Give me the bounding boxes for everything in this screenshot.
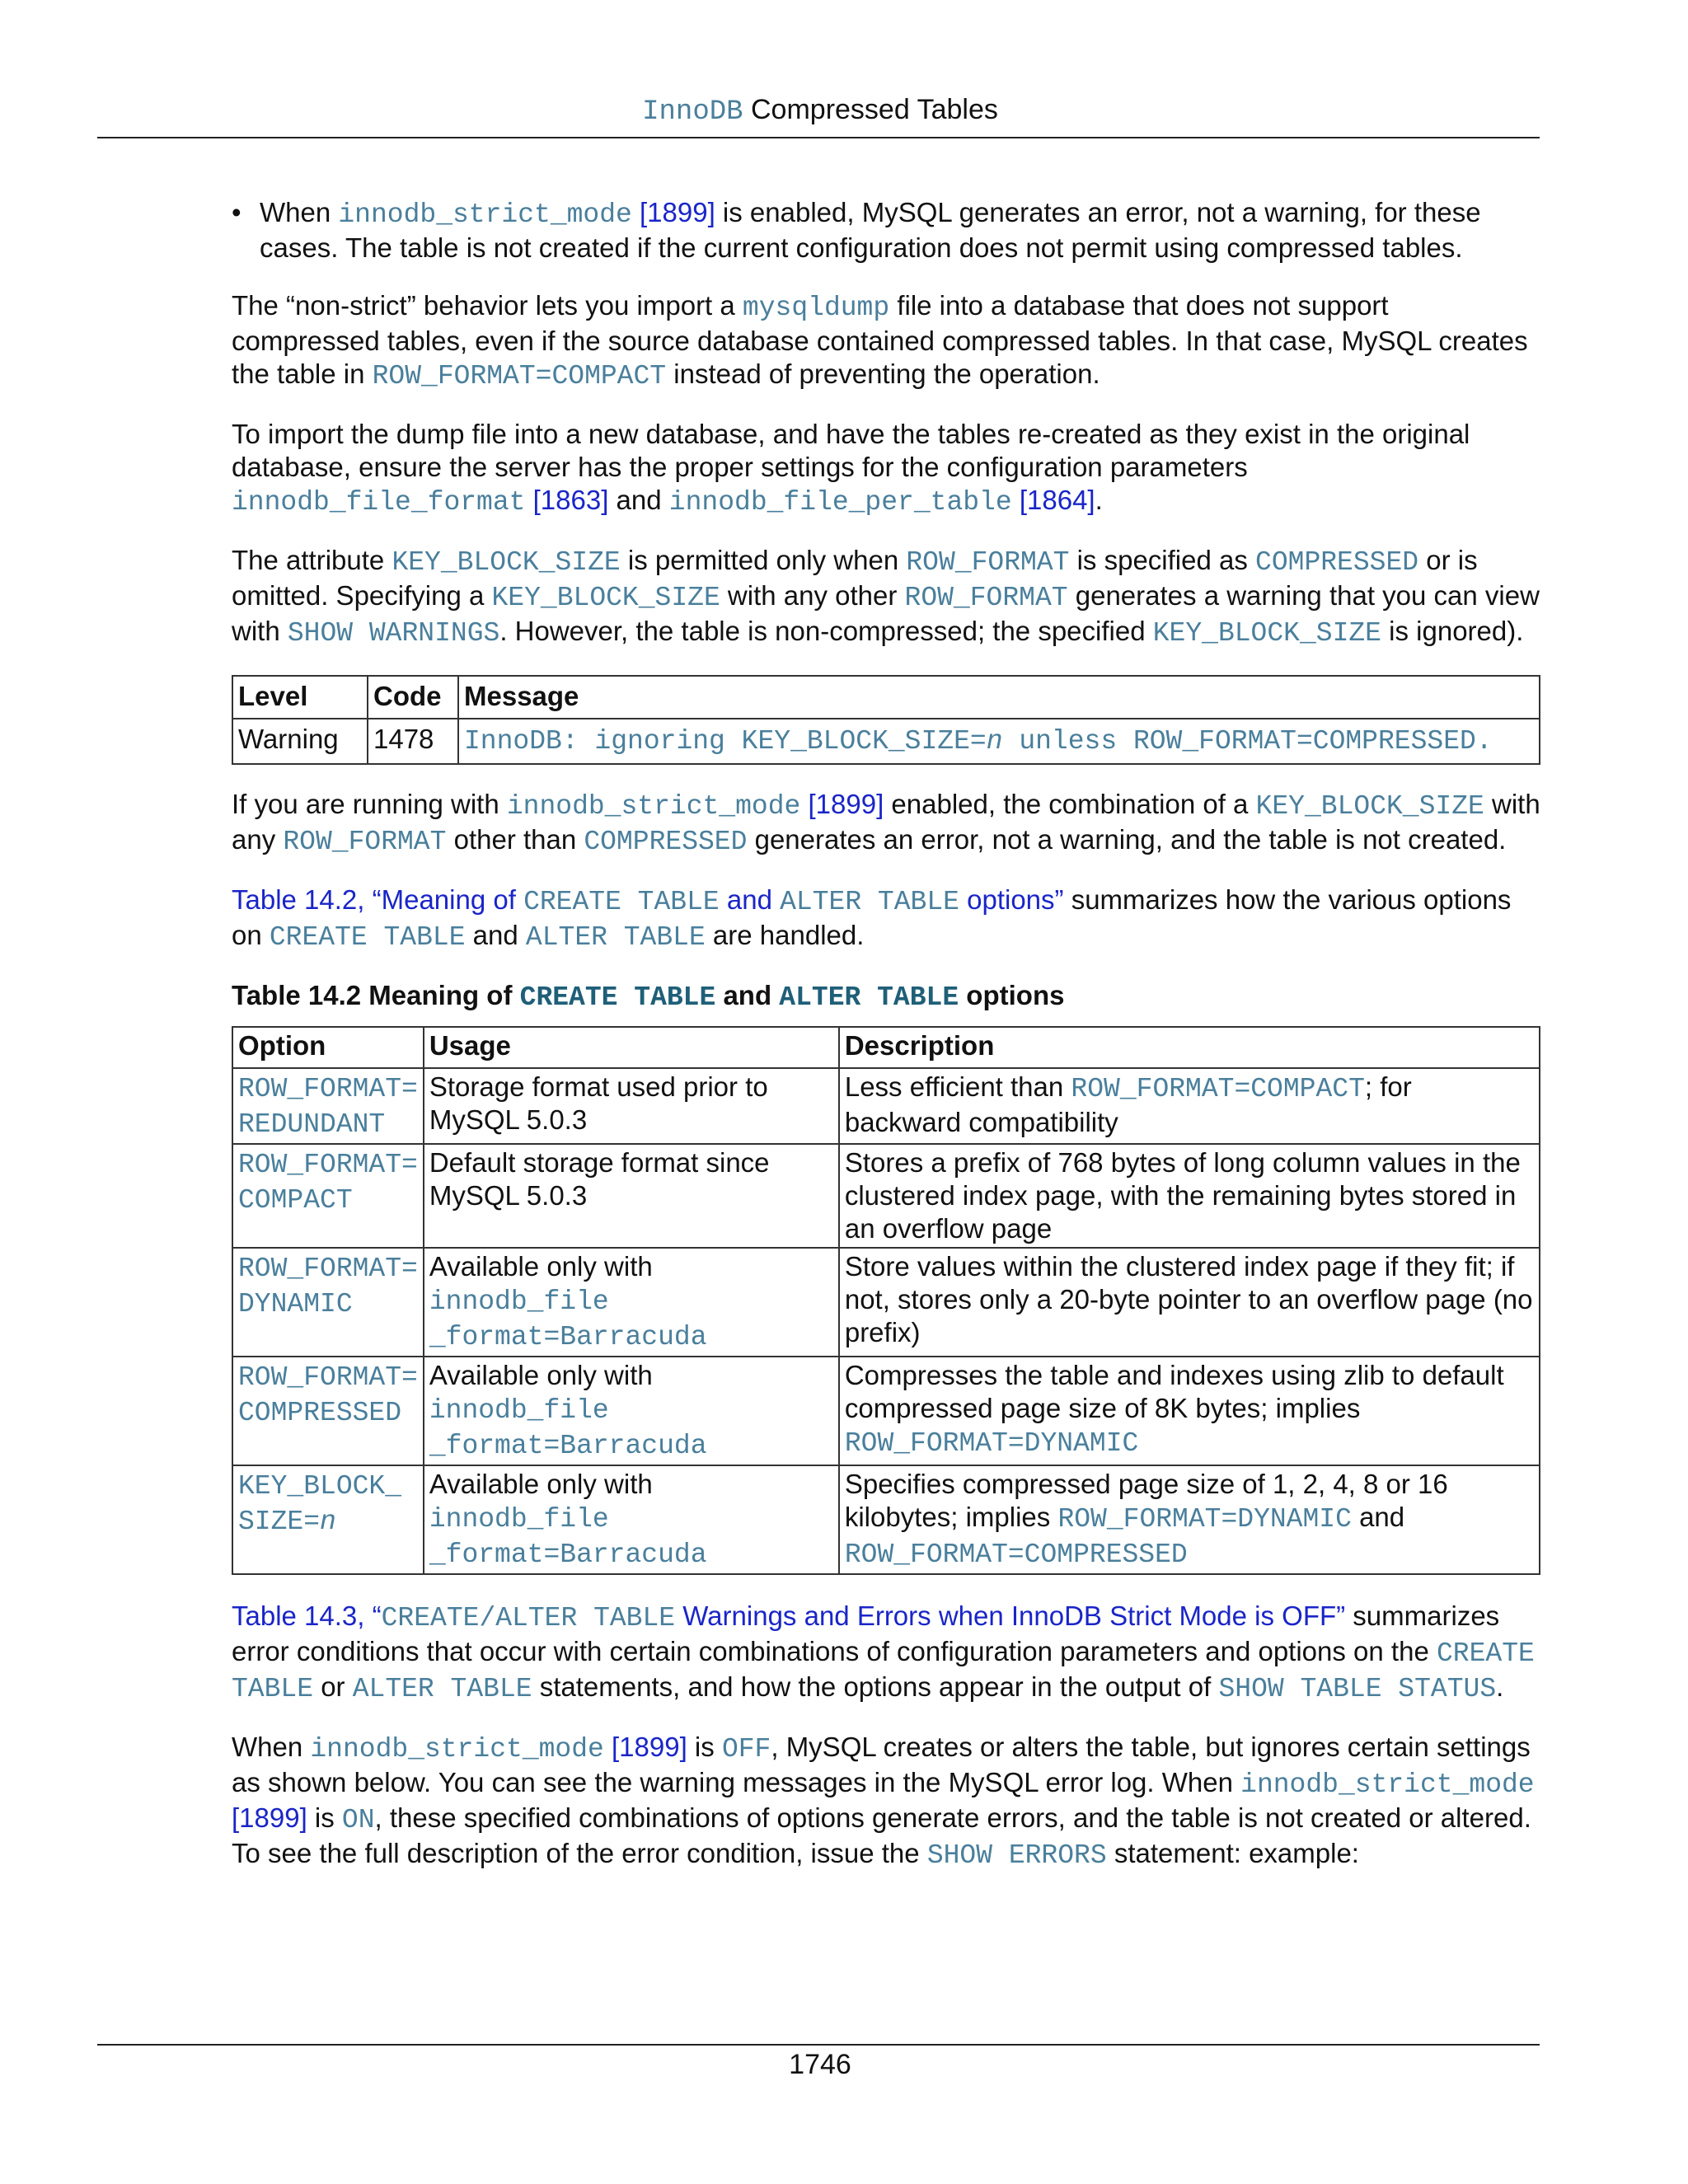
cell-usage: Storage format used prior to MySQL 5.0.3: [424, 1068, 839, 1144]
cell-option: ROW_FORMAT= DYNAMIC: [232, 1248, 424, 1357]
table-row: [232, 1248, 1540, 1357]
paragraph-strict-mode-enabled: If you are running with innodb_strict_mode [1899] enabled, the combination of a KEY_BLOCK_SIZE with any ROW_FORMAT other than COMPRESSED generates an error, not a warning, and the table is not created.: [232, 789, 1540, 857]
link-table-14-2[interactable]: Table 14.2, “Meaning of CREATE TABLE and ALTER TABLE options”: [232, 884, 1064, 917]
cell-usage: Available only with innodb_file _format=Barracuda: [424, 1465, 839, 1574]
column-header-usage: Usage: [424, 1027, 839, 1068]
cell-option: ROW_FORMAT= COMPACT: [232, 1144, 424, 1248]
footer-rule: [97, 2044, 1540, 2046]
page-number: 1746: [789, 2049, 851, 2080]
page-content: [232, 196, 1542, 1897]
options-table: [232, 1026, 1540, 1575]
column-header-level: Level: [232, 676, 368, 719]
header-code: InnoDB: [642, 96, 743, 128]
link-1899[interactable]: [1899]: [800, 789, 884, 819]
link-1899[interactable]: [1899]: [631, 197, 715, 227]
table-row: [232, 1357, 1540, 1465]
link-1864[interactable]: [1864]: [1011, 485, 1095, 515]
column-header-message: Message: [458, 676, 1540, 719]
column-header-option: Option: [232, 1027, 424, 1068]
link-table-14-3[interactable]: Table 14.3, “CREATE/ALTER TABLE Warnings and Errors when InnoDB Strict Mode is OFF”: [232, 1601, 1346, 1633]
cell-usage: Available only with innodb_file _format=Barracuda: [424, 1248, 839, 1357]
cell-description: Store values within the clustered index page if they fit; if not, stores only a 20-byte pointer to an overflow page (no prefix): [839, 1248, 1540, 1357]
cell-description: Less efficient than ROW_FORMAT=COMPACT; for backward compatibility: [839, 1068, 1540, 1144]
cell-message: InnoDB: ignoring KEY_BLOCK_SIZE=n unless ROW_FORMAT=COMPRESSED.: [458, 719, 1540, 764]
cell-description: Stores a prefix of 768 bytes of long column values in the clustered index page, with the remaining bytes stored in an overflow page: [839, 1144, 1540, 1248]
paragraph-table-14-3-ref: Table 14.3, “CREATE/ALTER TABLE Warnings and Errors when InnoDB Strict Mode is OFF” summarizes error conditions that occur with certain combinations of configuration parameters and options on the CREATE TABLE or ALTER TABLE statements, and how the options appear in the output of SHOW TABLE STATUS.: [232, 1601, 1535, 1704]
table-header-row: [232, 676, 1540, 719]
table-row: [232, 719, 1540, 764]
cell-option: ROW_FORMAT= COMPRESSED: [232, 1357, 424, 1465]
cell-option: KEY_BLOCK_ SIZE=n: [232, 1465, 424, 1574]
paragraph-import-dump: To import the dump file into a new database, and have the tables re-created as they exist in the original database, ensure the server has the proper settings for the configuration parameters innodb_file_format [1863] and innodb_file_per_table [1864].: [232, 419, 1470, 518]
paragraph-non-strict: The “non-strict” behavior lets you import a mysqldump file into a database that does not support compressed tables, even if the source database contained compressed tables. In that case, MySQL creates the table in ROW_FORMAT=COMPACT instead of preventing the operation.: [232, 290, 1528, 391]
table-row: [232, 1144, 1540, 1248]
table-caption: Table 14.2 Meaning of CREATE TABLE and ALTER TABLE options: [232, 980, 1065, 1013]
cell-description: Specifies compressed page size of 1, 2, 4, 8 or 16 kilobytes; implies ROW_FORMAT=DYNAMIC and ROW_FORMAT=COMPRESSED: [839, 1465, 1540, 1574]
cell-usage: Available only with innodb_file _format=Barracuda: [424, 1357, 839, 1465]
link-1899[interactable]: [1899]: [232, 1802, 307, 1833]
code-innodb-strict-mode: innodb_strict_mode: [338, 199, 632, 230]
cell-code: 1478: [368, 719, 458, 764]
paragraph-key-block-size: The attribute KEY_BLOCK_SIZE is permitted only when ROW_FORMAT is specified as COMPRESSED or is omitted. Specifying a KEY_BLOCK_SIZE with any other ROW_FORMAT generates a warning that you can view with SHOW WARNINGS. However, the table is non-compressed; the specified KEY_BLOCK_SIZE is ignored).: [232, 545, 1540, 649]
paragraph-table-14-2-ref: Table 14.2, “Meaning of CREATE TABLE and ALTER TABLE options” summarizes how the various options on CREATE TABLE and ALTER TABLE are handled.: [232, 884, 1512, 953]
link-1899[interactable]: [1899]: [603, 1732, 687, 1762]
header-title: Compressed Tables: [743, 94, 998, 125]
table-header-row: [232, 1027, 1540, 1068]
header-rule: [97, 137, 1540, 138]
table-row: [232, 1068, 1540, 1144]
page-header: [0, 94, 1640, 128]
link-1863[interactable]: [1863]: [525, 485, 609, 515]
column-header-code: Code: [368, 676, 458, 719]
paragraph-strict-mode-off: When innodb_strict_mode [1899] is OFF, MySQL creates or alters the table, but ignores certain settings as shown below. You can see the warning messages in the MySQL error log. When innodb_strict_mode [1899] is ON, these specified combinations of options generate errors, and the table is not created or altered. To see the full description of the error condition, issue the SHOW ERRORS statement: example:: [232, 1732, 1535, 1871]
column-header-description: Description: [839, 1027, 1540, 1068]
cell-usage: Default storage format since MySQL 5.0.3: [424, 1144, 839, 1248]
bullet-dot: •: [232, 197, 241, 227]
cell-level: Warning: [232, 719, 368, 764]
cell-description: Compresses the table and indexes using zlib to default compressed page size of 8K bytes; implies ROW_FORMAT=DYNAMIC: [839, 1357, 1540, 1465]
bullet-item: • When innodb_strict_mode [1899] is enabled, MySQL generates an error, not a warning, for these cases. The table is not created if the current configuration does not permit using compressed tables.: [232, 197, 1481, 263]
table-row: [232, 1465, 1540, 1574]
cell-option: ROW_FORMAT= REDUNDANT: [232, 1068, 424, 1144]
warning-table: [232, 675, 1540, 765]
